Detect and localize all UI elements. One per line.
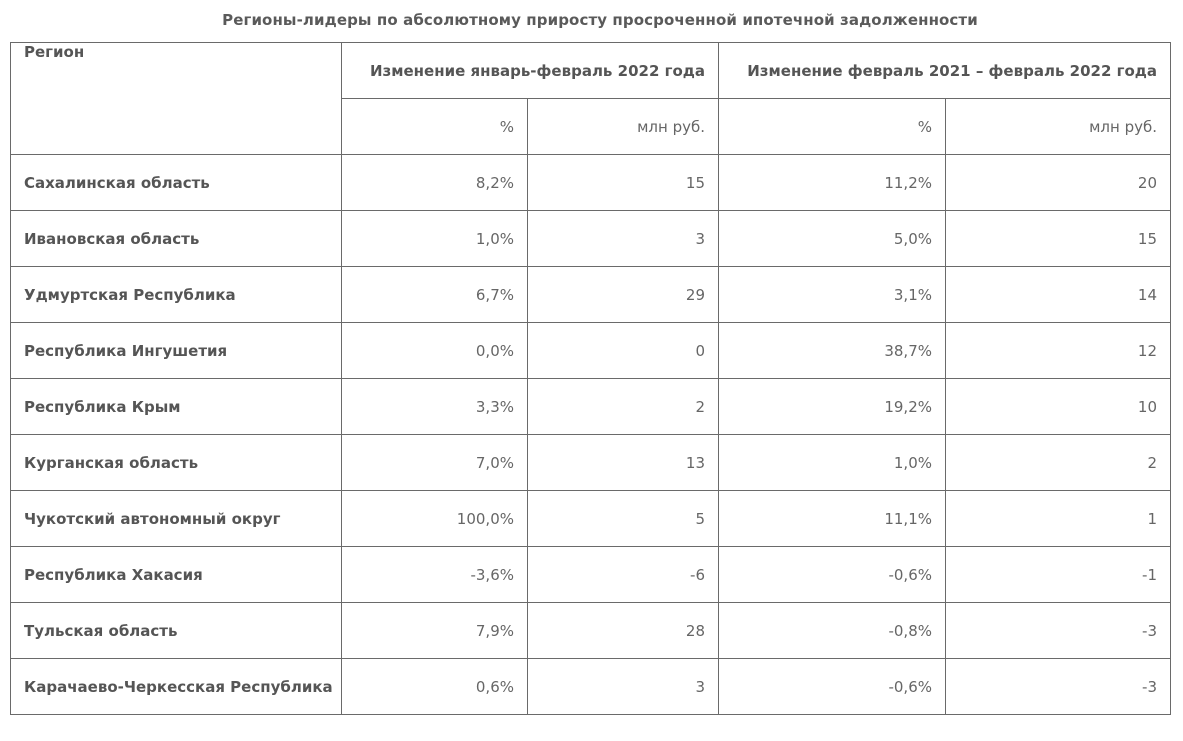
yy-pct-cell: 11,2% [719,155,946,211]
yy-pct-cell: 5,0% [719,211,946,267]
jf-pct-cell: 100,0% [342,491,528,547]
yy-mln-cell: -3 [946,659,1171,715]
region-name: Курганская область [11,435,342,491]
yy-pct-cell: 3,1% [719,267,946,323]
region-name: Удмуртская Республика [11,267,342,323]
yy-pct-cell: -0,6% [719,659,946,715]
unit-header-yy-pct: % [719,99,946,155]
jf-pct-cell: 0,6% [342,659,528,715]
yy-pct-cell: 11,1% [719,491,946,547]
jf-pct-cell: -3,6% [342,547,528,603]
region-name: Ивановская область [11,211,342,267]
table-title: Регионы-лидеры по абсолютному приросту просроченной ипотечной задолженности [222,11,978,29]
unit-header-jf-pct: % [342,99,528,155]
yy-pct-cell: 38,7% [719,323,946,379]
jf-mln-cell: 3 [528,659,719,715]
region-name: Карачаево-Черкесская Республика [11,659,342,715]
jf-mln-cell: 0 [528,323,719,379]
jf-pct-cell: 0,0% [342,323,528,379]
yy-pct-cell: -0,8% [719,603,946,659]
jf-pct-cell: 7,0% [342,435,528,491]
jf-pct-cell: 1,0% [342,211,528,267]
jf-pct-cell: 8,2% [342,155,528,211]
jf-mln-cell: 29 [528,267,719,323]
jf-mln-cell: 28 [528,603,719,659]
table-row [11,155,1171,211]
jf-mln-cell: -6 [528,547,719,603]
yy-mln-cell: 1 [946,491,1171,547]
table-row [11,603,1171,659]
region-name: Республика Хакасия [11,547,342,603]
jf-pct-cell: 6,7% [342,267,528,323]
jf-mln-cell: 3 [528,211,719,267]
table-row [11,211,1171,267]
region-name: Чукотский автономный округ [11,491,342,547]
column-header-year-over-year: Изменение февраль 2021 – февраль 2022 года [719,43,1171,99]
table-row [11,547,1171,603]
column-header-jan-feb: Изменение январь-февраль 2022 года [342,43,719,99]
region-name: Тульская область [11,603,342,659]
yy-pct-cell: -0,6% [719,547,946,603]
jf-pct-cell: 7,9% [342,603,528,659]
unit-header-yy-mln: млн руб. [946,99,1171,155]
region-name: Республика Крым [11,379,342,435]
jf-mln-cell: 13 [528,435,719,491]
table-row [11,323,1171,379]
yy-mln-cell: 20 [946,155,1171,211]
yy-mln-cell: 10 [946,379,1171,435]
jf-pct-cell: 3,3% [342,379,528,435]
column-header-region: Регион [11,43,342,155]
table-row [11,659,1171,715]
region-name: Республика Ингушетия [11,323,342,379]
jf-mln-cell: 2 [528,379,719,435]
yy-mln-cell: 15 [946,211,1171,267]
unit-header-jf-mln: млн руб. [528,99,719,155]
yy-mln-cell: 2 [946,435,1171,491]
yy-mln-cell: -3 [946,603,1171,659]
header-row-groups [11,43,1171,99]
table-row [11,267,1171,323]
yy-mln-cell: 12 [946,323,1171,379]
jf-mln-cell: 5 [528,491,719,547]
table-row [11,435,1171,491]
region-name: Сахалинская область [11,155,342,211]
jf-mln-cell: 15 [528,155,719,211]
yy-pct-cell: 1,0% [719,435,946,491]
table-row [11,379,1171,435]
table-row [11,491,1171,547]
yy-mln-cell: 14 [946,267,1171,323]
yy-mln-cell: -1 [946,547,1171,603]
debt-table [10,42,1171,715]
yy-pct-cell: 19,2% [719,379,946,435]
